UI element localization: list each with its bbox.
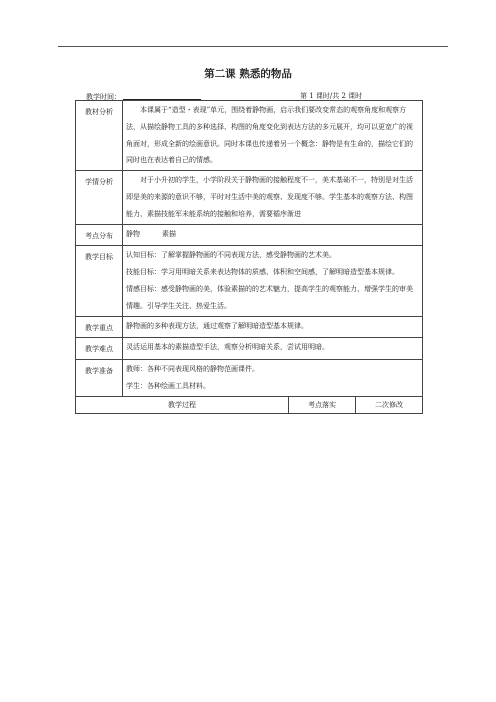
lesson-plan-table: [75, 100, 423, 414]
cell-prep: [123, 360, 423, 397]
header-implement: 考点落实: [289, 396, 356, 413]
point-item-1: 静物: [126, 229, 140, 238]
prep-student: 学生：各种绘画工具材料。: [126, 381, 210, 390]
row-footer-header: [76, 396, 423, 413]
header-revise: 二次修改: [356, 396, 423, 413]
text-difficult: 灵活运用基本的素描造型手法，观察分析明暗关系，尝试用明暗。: [123, 338, 423, 360]
text-students: 对于小升初的学生，小学阶段关于静物画的接触程度不一，美术基础不一，特别是对生活即是美的来源的意识不够，平时对生活中美的观察、发现度不够。学生基本的观察方法、构图能力、素描技能军未能系统的接触和培养，需要循序渐进: [123, 171, 423, 224]
point-item-2: 素描: [162, 229, 176, 238]
goal-emotion: 情感目标：感受静物画的美，体验素描的的艺术魅力，提高学生的观察能力、增强学生的审美情趣。引导学生关注、热爱生活。: [126, 284, 413, 310]
header-rule: [58, 46, 448, 47]
label-points: 考点分布: [76, 224, 123, 246]
label-key: 教学重点: [76, 316, 123, 338]
row-goals: [76, 246, 423, 316]
page-title: 第二课 熟悉的物品: [204, 68, 292, 80]
prep-teacher: 教师：各种不同表现风格的静物范画课件。: [126, 365, 259, 374]
label-difficult: 教学难点: [76, 338, 123, 360]
row-students: [76, 171, 423, 224]
row-key: [76, 316, 423, 338]
header-process: 教学过程: [76, 396, 289, 413]
teaching-time-label: 教学时间：: [86, 93, 121, 101]
row-materials: [76, 101, 423, 171]
row-prep: [76, 360, 423, 397]
lesson-count: 第 1 课时/共 2 课时: [300, 92, 363, 100]
teaching-time-blank: [123, 91, 201, 100]
goal-cognitive: 认知目标：了解掌握静物画的不同表现方法，感受静物画的艺术美。: [126, 251, 336, 260]
label-goals: 教学目标: [76, 246, 123, 316]
cell-points: [123, 224, 423, 246]
text-key: 静物画的多种表现方法，通过观察了解明暗造型基本规律。: [123, 316, 423, 338]
cell-goals: [123, 246, 423, 316]
goal-skill: 技能目标：学习用明暗关系来表达物体的质感、体积和空间感，了解明暗造型基本规律。: [126, 268, 399, 277]
row-points: [76, 224, 423, 246]
label-materials: 教材分析: [76, 101, 123, 171]
label-prep: 教学准备: [76, 360, 123, 397]
row-difficult: [76, 338, 423, 360]
text-materials: 本课属于“造型・表现”单元，围绕着静物画，启示我们要改变常态的观察角度和观察方法，从描绘静物工具的多种选择、构图的角度变化到表达方法的多元展开，均可以更宽广的视角面对，形成全新的绘画意识。同时本课也传递着另一个概念：静物是有生命的，描绘它们的同时也在表达着自己的情感。: [123, 101, 423, 171]
label-students: 学情分析: [76, 171, 123, 224]
